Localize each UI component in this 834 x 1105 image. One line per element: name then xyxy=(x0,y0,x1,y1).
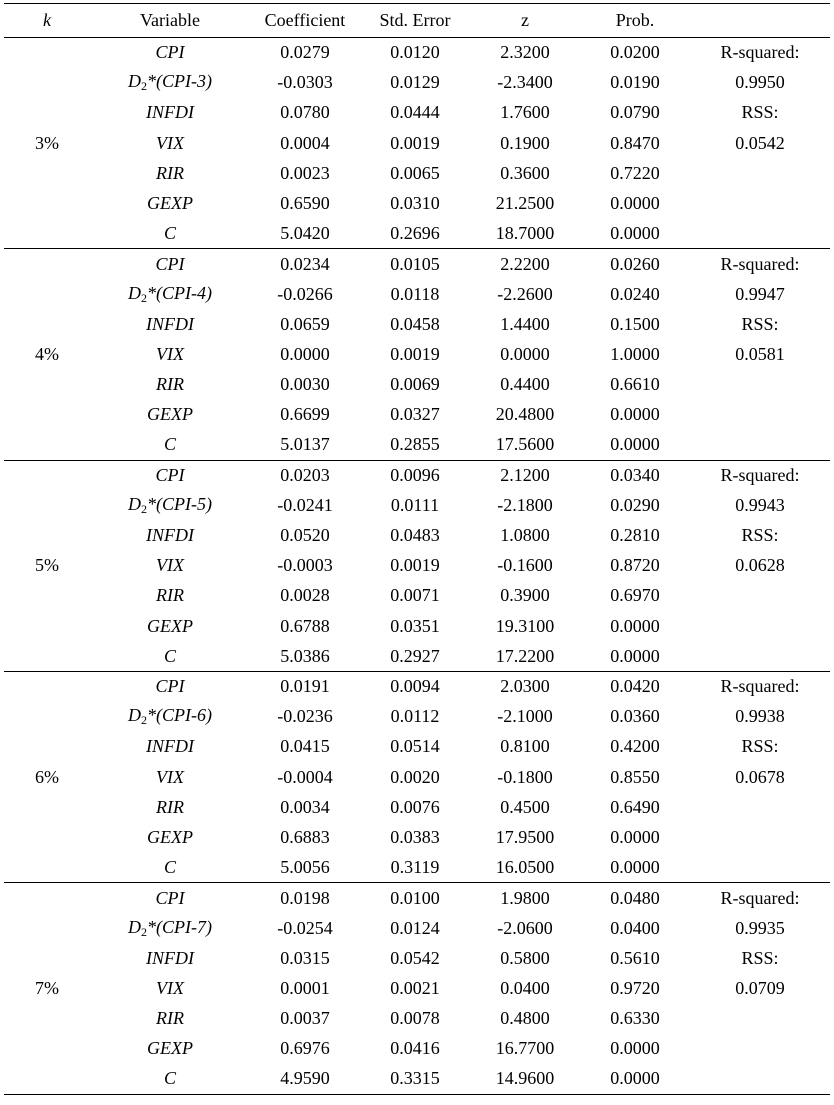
regression-table-container xyxy=(4,3,830,1095)
prob-value: 0.0260 xyxy=(610,253,660,274)
variable-name: GEXP xyxy=(147,193,193,214)
std-error-value: 0.0118 xyxy=(390,283,440,304)
model-stat: 0.0581 xyxy=(735,343,785,364)
std-error-value: 0.0124 xyxy=(390,917,440,938)
coefficient-value: 5.0386 xyxy=(280,645,330,666)
z-value: 2.0300 xyxy=(500,676,550,697)
k-value: 3% xyxy=(35,132,59,153)
z-value: 17.2200 xyxy=(495,645,555,666)
model-stat xyxy=(690,219,830,249)
coefficient-value: 5.0137 xyxy=(280,434,330,455)
z-value: 16.0500 xyxy=(495,856,555,877)
model-stat xyxy=(690,1064,830,1094)
z-value: -2.3400 xyxy=(497,72,553,93)
prob-value: 0.0200 xyxy=(610,42,660,63)
z-value: 14.9600 xyxy=(495,1068,555,1089)
prob-value: 0.0000 xyxy=(610,645,660,666)
table-row xyxy=(4,581,830,611)
variable-name: INFDI xyxy=(146,313,194,334)
prob-value: 0.0000 xyxy=(610,193,660,214)
prob-value: 0.0480 xyxy=(610,887,660,908)
std-error-value: 0.0129 xyxy=(390,72,440,93)
variable-name-prefix: D xyxy=(128,493,141,514)
variable-name-prefix: D xyxy=(128,282,141,303)
std-error-value: 0.0078 xyxy=(390,1008,440,1029)
table-row xyxy=(4,943,830,973)
std-error-value: 0.0069 xyxy=(390,374,440,395)
coefficient-value: -0.0236 xyxy=(277,706,333,727)
prob-value: 0.8720 xyxy=(610,555,660,576)
coefficient-value: 0.0001 xyxy=(280,977,330,998)
coefficient-value: -0.0254 xyxy=(277,917,333,938)
z-value: 0.3900 xyxy=(500,585,550,606)
k-value: 4% xyxy=(35,343,59,364)
model-stat: 0.0628 xyxy=(735,555,785,576)
coefficient-value: 0.0037 xyxy=(280,1008,330,1029)
model-stat: 0.9935 xyxy=(735,917,785,938)
std-error-value: 0.0444 xyxy=(390,102,440,123)
table-row xyxy=(4,883,830,913)
variable-name-prefix: D xyxy=(128,71,141,92)
coefficient-value: -0.0266 xyxy=(277,283,333,304)
variable-name: RIR xyxy=(156,374,184,395)
prob-value: 0.0290 xyxy=(610,494,660,515)
prob-value: 0.8550 xyxy=(610,766,660,787)
model-stat xyxy=(690,853,830,883)
prob-value: 0.0790 xyxy=(610,102,660,123)
std-error-value: 0.0416 xyxy=(390,1038,440,1059)
model-stat: 0.0542 xyxy=(735,132,785,153)
table-row xyxy=(4,822,830,852)
coefficient-value: 0.6590 xyxy=(280,193,330,214)
z-value: 0.1900 xyxy=(500,132,550,153)
coefficient-value: 0.6699 xyxy=(280,404,330,425)
k-value: 5% xyxy=(35,555,59,576)
variable-name xyxy=(90,279,250,309)
std-error-value: 0.0120 xyxy=(390,42,440,63)
group-k-0 xyxy=(4,38,830,249)
table-row xyxy=(4,641,830,671)
model-stat xyxy=(690,1034,830,1064)
model-stat xyxy=(690,581,830,611)
variable-name: CPI xyxy=(155,42,185,63)
variable-name: INFDI xyxy=(146,947,194,968)
model-stat xyxy=(690,188,830,218)
variable-name: GEXP xyxy=(147,826,193,847)
variable-name-suffix: *(CPI-5) xyxy=(147,493,212,514)
k-value: 6% xyxy=(35,766,59,787)
coefficient-value: 0.6976 xyxy=(280,1038,330,1059)
variable-name: VIX xyxy=(156,977,184,998)
variable-name: CPI xyxy=(155,464,185,485)
header-row xyxy=(4,4,830,38)
model-stat: R-squared: xyxy=(720,253,800,274)
coefficient-value: -0.0241 xyxy=(277,494,333,515)
k-value: 7% xyxy=(35,977,59,998)
prob-value: 0.0360 xyxy=(610,706,660,727)
model-stat xyxy=(690,370,830,400)
table-row xyxy=(4,219,830,249)
table-row xyxy=(4,853,830,883)
prob-value: 0.8470 xyxy=(610,132,660,153)
variable-name: C xyxy=(163,434,176,455)
z-value: 2.3200 xyxy=(500,42,550,63)
std-error-value: 0.0071 xyxy=(390,585,440,606)
variable-name: VIX xyxy=(156,555,184,576)
coefficient-value: 0.0234 xyxy=(280,253,330,274)
prob-value: 0.0000 xyxy=(610,222,660,243)
variable-name: INFDI xyxy=(146,102,194,123)
z-value: -0.1800 xyxy=(497,766,553,787)
std-error-value: 0.0019 xyxy=(390,343,440,364)
coefficient-value: 0.0028 xyxy=(280,585,330,606)
model-stat: 0.9947 xyxy=(735,283,785,304)
z-value: 2.1200 xyxy=(500,464,550,485)
std-error-value: 0.0458 xyxy=(390,313,440,334)
std-error-value: 0.0383 xyxy=(390,826,440,847)
prob-value: 0.0000 xyxy=(610,826,660,847)
table-row xyxy=(4,68,830,98)
z-value: 1.7600 xyxy=(500,102,550,123)
variable-name-subscript: 2 xyxy=(141,290,147,305)
table-row xyxy=(4,611,830,641)
table-row xyxy=(4,400,830,430)
prob-value: 0.5610 xyxy=(610,947,660,968)
prob-value: 0.0400 xyxy=(610,917,660,938)
header-k: k xyxy=(43,10,51,30)
prob-value: 0.6970 xyxy=(610,585,660,606)
coefficient-value: 0.0191 xyxy=(280,676,330,697)
table-row xyxy=(4,279,830,309)
prob-value: 0.0240 xyxy=(610,283,660,304)
model-stat: R-squared: xyxy=(720,887,800,908)
table-row xyxy=(4,339,830,369)
z-value: 2.2200 xyxy=(500,253,550,274)
prob-value: 0.0000 xyxy=(610,404,660,425)
coefficient-value: -0.0004 xyxy=(277,766,333,787)
prob-value: 0.2810 xyxy=(610,525,660,546)
coefficient-value: 0.0000 xyxy=(280,343,330,364)
table-row xyxy=(4,551,830,581)
z-value: 0.3600 xyxy=(500,162,550,183)
variable-name-subscript: 2 xyxy=(141,924,147,939)
table-row xyxy=(4,702,830,732)
z-value: 0.4500 xyxy=(500,796,550,817)
variable-name-subscript: 2 xyxy=(141,713,147,728)
model-stat: 0.0709 xyxy=(735,977,785,998)
z-value: 0.0000 xyxy=(500,343,550,364)
z-value: -2.2600 xyxy=(497,283,553,304)
coefficient-value: 0.0023 xyxy=(280,162,330,183)
z-value: 0.8100 xyxy=(500,736,550,757)
variable-name: RIR xyxy=(156,162,184,183)
table-row xyxy=(4,762,830,792)
variable-name: VIX xyxy=(156,343,184,364)
variable-name: INFDI xyxy=(146,736,194,757)
std-error-value: 0.0112 xyxy=(390,706,440,727)
z-value: 1.0800 xyxy=(500,525,550,546)
z-value: 20.4800 xyxy=(495,404,555,425)
prob-value: 0.0340 xyxy=(610,464,660,485)
variable-name: VIX xyxy=(156,132,184,153)
coefficient-value: 5.0420 xyxy=(280,222,330,243)
std-error-value: 0.0111 xyxy=(390,494,440,515)
std-error-value: 0.0020 xyxy=(390,766,440,787)
z-value: 21.2500 xyxy=(495,193,555,214)
std-error-value: 0.0021 xyxy=(390,977,440,998)
table-row xyxy=(4,1064,830,1094)
coefficient-value: 0.0004 xyxy=(280,132,330,153)
std-error-value: 0.0351 xyxy=(390,615,440,636)
variable-name-suffix: *(CPI-6) xyxy=(147,705,212,726)
header-prob: Prob. xyxy=(615,10,655,30)
std-error-value: 0.3315 xyxy=(390,1068,440,1089)
coefficient-value: 0.6883 xyxy=(280,826,330,847)
variable-name: INFDI xyxy=(146,525,194,546)
table-row xyxy=(4,1034,830,1064)
header-stats xyxy=(690,4,830,38)
coefficient-value: 0.0415 xyxy=(280,736,330,757)
table-row xyxy=(4,671,830,701)
model-stat: 0.9938 xyxy=(735,706,785,727)
prob-value: 0.0000 xyxy=(610,615,660,636)
model-stat: RSS: xyxy=(741,102,779,123)
variable-name: CPI xyxy=(155,676,185,697)
coefficient-value: -0.0303 xyxy=(277,72,333,93)
std-error-value: 0.3119 xyxy=(390,856,440,877)
coefficient-value: 0.0780 xyxy=(280,102,330,123)
std-error-value: 0.2927 xyxy=(390,645,440,666)
std-error-value: 0.0019 xyxy=(390,555,440,576)
variable-name-prefix: D xyxy=(128,916,141,937)
z-value: -2.1000 xyxy=(497,706,553,727)
regression-table xyxy=(4,3,830,1095)
header-coefficient: Coefficient xyxy=(264,10,346,30)
std-error-value: 0.0094 xyxy=(390,676,440,697)
std-error-value: 0.0096 xyxy=(390,464,440,485)
variable-name-suffix: *(CPI-7) xyxy=(147,916,212,937)
prob-value: 0.0190 xyxy=(610,72,660,93)
prob-value: 0.6330 xyxy=(610,1008,660,1029)
group-k-1 xyxy=(4,249,830,460)
variable-name-subscript: 2 xyxy=(141,79,147,94)
coefficient-value: 0.0198 xyxy=(280,887,330,908)
table-row xyxy=(4,913,830,943)
coefficient-value: -0.0003 xyxy=(277,555,333,576)
table-row xyxy=(4,249,830,279)
prob-value: 0.0000 xyxy=(610,1068,660,1089)
prob-value: 0.4200 xyxy=(610,736,660,757)
table-row xyxy=(4,188,830,218)
table-header xyxy=(4,4,830,38)
coefficient-value: 5.0056 xyxy=(280,856,330,877)
coefficient-value: 0.0203 xyxy=(280,464,330,485)
model-stat: RSS: xyxy=(741,736,779,757)
std-error-value: 0.0100 xyxy=(390,887,440,908)
table-row xyxy=(4,973,830,1003)
std-error-value: 0.0310 xyxy=(390,193,440,214)
z-value: 0.5800 xyxy=(500,947,550,968)
coefficient-value: 0.0030 xyxy=(280,374,330,395)
coefficient-value: 0.0315 xyxy=(280,947,330,968)
variable-name: RIR xyxy=(156,1008,184,1029)
table-row xyxy=(4,309,830,339)
table-row xyxy=(4,370,830,400)
model-stat xyxy=(690,792,830,822)
model-stat xyxy=(690,641,830,671)
model-stat xyxy=(690,430,830,460)
prob-value: 0.9720 xyxy=(610,977,660,998)
model-stat xyxy=(690,158,830,188)
std-error-value: 0.2855 xyxy=(390,434,440,455)
table-row xyxy=(4,1004,830,1034)
std-error-value: 0.0105 xyxy=(390,253,440,274)
table-row xyxy=(4,128,830,158)
variable-name: GEXP xyxy=(147,1038,193,1059)
prob-value: 1.0000 xyxy=(610,343,660,364)
prob-value: 0.0000 xyxy=(610,1038,660,1059)
variable-name-subscript: 2 xyxy=(141,501,147,516)
prob-value: 0.0000 xyxy=(610,434,660,455)
model-stat: RSS: xyxy=(741,947,779,968)
model-stat xyxy=(690,822,830,852)
std-error-value: 0.0483 xyxy=(390,525,440,546)
z-value: -2.1800 xyxy=(497,494,553,515)
table-row xyxy=(4,792,830,822)
table-row xyxy=(4,430,830,460)
coefficient-value: 4.9590 xyxy=(280,1068,330,1089)
std-error-value: 0.0542 xyxy=(390,947,440,968)
z-value: 1.4400 xyxy=(500,313,550,334)
variable-name: CPI xyxy=(155,253,185,274)
group-k-2 xyxy=(4,460,830,671)
variable-name xyxy=(90,913,250,943)
variable-name: RIR xyxy=(156,796,184,817)
model-stat: R-squared: xyxy=(720,464,800,485)
std-error-value: 0.0076 xyxy=(390,796,440,817)
z-value: 0.0400 xyxy=(500,977,550,998)
model-stat: R-squared: xyxy=(720,42,800,63)
coefficient-value: 0.0279 xyxy=(280,42,330,63)
variable-name: RIR xyxy=(156,585,184,606)
model-stat: R-squared: xyxy=(720,676,800,697)
z-value: 17.5600 xyxy=(495,434,555,455)
variable-name-prefix: D xyxy=(128,705,141,726)
variable-name xyxy=(90,702,250,732)
header-z: z xyxy=(521,10,529,30)
variable-name-suffix: *(CPI-4) xyxy=(147,282,212,303)
prob-value: 0.0000 xyxy=(610,856,660,877)
table-row xyxy=(4,490,830,520)
std-error-value: 0.0327 xyxy=(390,404,440,425)
model-stat: RSS: xyxy=(741,525,779,546)
model-stat: 0.0678 xyxy=(735,766,785,787)
group-k-4 xyxy=(4,883,830,1094)
variable-name: GEXP xyxy=(147,615,193,636)
variable-name xyxy=(90,68,250,98)
coefficient-value: 0.6788 xyxy=(280,615,330,636)
z-value: 18.7000 xyxy=(495,222,555,243)
z-value: -0.1600 xyxy=(497,555,553,576)
model-stat: 0.9943 xyxy=(735,494,785,515)
prob-value: 0.1500 xyxy=(610,313,660,334)
std-error-value: 0.0019 xyxy=(390,132,440,153)
header-std-error: Std. Error xyxy=(379,10,451,30)
z-value: 1.9800 xyxy=(500,887,550,908)
prob-value: 0.6490 xyxy=(610,796,660,817)
table-row xyxy=(4,521,830,551)
variable-name: C xyxy=(163,856,176,877)
coefficient-value: 0.0659 xyxy=(280,313,330,334)
z-value: 19.3100 xyxy=(495,615,555,636)
variable-name: C xyxy=(163,1068,176,1089)
z-value: 0.4400 xyxy=(500,374,550,395)
variable-name: GEXP xyxy=(147,404,193,425)
group-k-3 xyxy=(4,671,830,882)
z-value: 17.9500 xyxy=(495,826,555,847)
z-value: 16.7700 xyxy=(495,1038,555,1059)
z-value: 0.4800 xyxy=(500,1008,550,1029)
variable-name: VIX xyxy=(156,766,184,787)
prob-value: 0.6610 xyxy=(610,374,660,395)
model-stat xyxy=(690,1004,830,1034)
variable-name: CPI xyxy=(155,887,185,908)
table-row xyxy=(4,460,830,490)
coefficient-value: 0.0034 xyxy=(280,796,330,817)
table-row xyxy=(4,158,830,188)
header-variable: Variable xyxy=(140,10,200,30)
model-stat: 0.9950 xyxy=(735,72,785,93)
variable-name: C xyxy=(163,645,176,666)
std-error-value: 0.0065 xyxy=(390,162,440,183)
variable-name: C xyxy=(163,222,176,243)
model-stat xyxy=(690,400,830,430)
prob-value: 0.7220 xyxy=(610,162,660,183)
table-row xyxy=(4,98,830,128)
z-value: -2.0600 xyxy=(497,917,553,938)
variable-name-suffix: *(CPI-3) xyxy=(147,71,212,92)
model-stat: RSS: xyxy=(741,313,779,334)
table-row xyxy=(4,732,830,762)
model-stat xyxy=(690,611,830,641)
std-error-value: 0.2696 xyxy=(390,222,440,243)
table-row xyxy=(4,38,830,68)
variable-name xyxy=(90,490,250,520)
coefficient-value: 0.0520 xyxy=(280,525,330,546)
prob-value: 0.0420 xyxy=(610,676,660,697)
std-error-value: 0.0514 xyxy=(390,736,440,757)
